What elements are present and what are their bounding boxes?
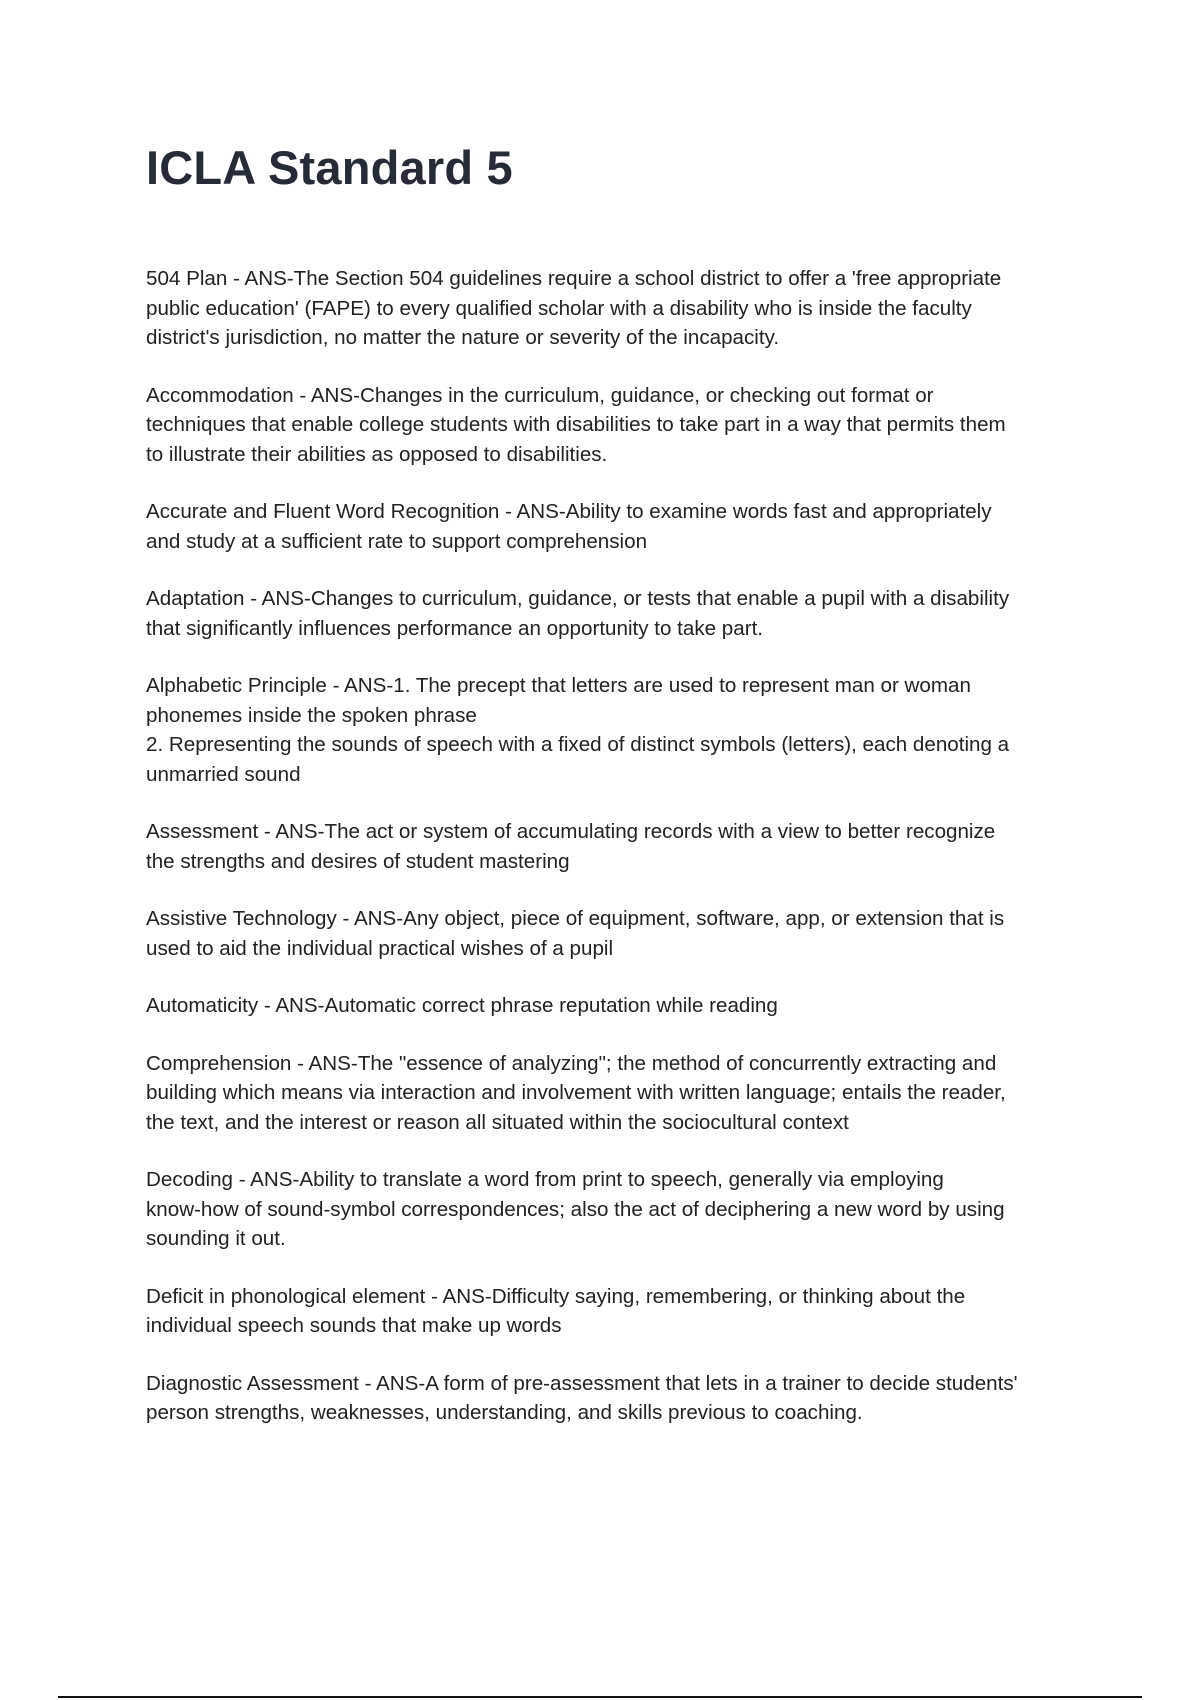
entry-line: Accommodation - ANS-Changes in the curriculum, guidance, or checking out format or [146, 383, 934, 407]
glossary-entry-accommodation [146, 381, 1096, 470]
entry-line: Alphabetic Principle - ANS-1. The precept that letters are used to represent man or woman [146, 674, 971, 697]
entry-line: public education' (FAPE) to every qualified scholar with a disability who is inside the faculty [146, 296, 972, 320]
page-title: ICLA Standard 5 [146, 141, 513, 194]
entry-line: Adaptation - ANS-Changes to curriculum, guidance, or tests that enable a pupil with a disability [146, 587, 1010, 610]
entry-line: district's jurisdiction, no matter the nature or severity of the incapacity. [146, 326, 780, 349]
glossary-entry-assistive-technology [146, 904, 1096, 963]
entry-line: know-how of sound-symbol correspondences; also the act of deciphering a new word by using [146, 1197, 1005, 1221]
entry-line: sounding it out. [146, 1227, 286, 1250]
entry-line: Comprehension - ANS-The "essence of analyzing"; the method of concurrently extracting and [146, 1051, 997, 1075]
entry-line: Assessment - ANS-The act or system of accumulating records with a view to better recognize [146, 820, 996, 843]
document-page [146, 140, 1096, 1456]
entry-line: Deficit in phonological element - ANS-Difficulty saying, remembering, or thinking about the [146, 1284, 966, 1308]
entry-line: and study at a sufficient rate to support comprehension [146, 529, 648, 553]
entry-line: phonemes inside the spoken phrase [146, 703, 477, 727]
entry-line: Accurate and Fluent Word Recognition - ANS-Ability to examine words fast and appropriately [146, 500, 992, 523]
glossary-entry-diagnostic-assessment [146, 1369, 1096, 1428]
entry-line: to illustrate their abilities as opposed to disabilities. [146, 442, 608, 466]
entry-line: the strengths and desires of student mastering [146, 849, 570, 873]
glossary-entry-phonological-deficit [146, 1282, 1096, 1341]
glossary-entry-alphabetic-principle [146, 671, 1096, 789]
entry-line: person strengths, weaknesses, understanding, and skills previous to coaching. [146, 1401, 863, 1424]
glossary-entry-adaptation [146, 584, 1096, 643]
entry-line: that significantly influences performance an opportunity to take part. [146, 616, 764, 640]
glossary-entry-automaticity [146, 991, 1096, 1021]
footer-divider [58, 1696, 1142, 1698]
entry-line: unmarried sound [146, 762, 301, 786]
entry-line: building which means via interaction and involvement with written language; entails the reader, [146, 1081, 1006, 1104]
entry-list [146, 264, 1096, 1428]
entry-line: techniques that enable college students with disabilities to take part in a way that permits them [146, 413, 1006, 436]
glossary-entry-assessment [146, 817, 1096, 876]
entry-line: 2. Representing the sounds of speech with a fixed of distinct symbols (letters), each denoting a [146, 733, 1010, 756]
entry-line: 504 Plan - ANS-The Section 504 guidelines require a school district to offer a 'free appropriate [146, 267, 1002, 290]
glossary-entry-comprehension [146, 1049, 1096, 1138]
entry-line: individual speech sounds that make up words [146, 1314, 562, 1337]
glossary-entry-504-plan [146, 264, 1096, 353]
entry-line: Assistive Technology - ANS-Any object, piece of equipment, software, app, or extension that is [146, 907, 1005, 930]
glossary-entry-word-recognition [146, 497, 1096, 556]
entry-line: used to aid the individual practical wishes of a pupil [146, 936, 614, 960]
entry-line: the text, and the interest or reason all situated within the sociocultural context [146, 1110, 849, 1134]
entry-line: Automaticity - ANS-Automatic correct phrase reputation while reading [146, 994, 778, 1017]
entry-line: Decoding - ANS-Ability to translate a word from print to speech, generally via employing [146, 1168, 944, 1191]
entry-line: Diagnostic Assessment - ANS-A form of pre-assessment that lets in a trainer to decide students' [146, 1371, 1018, 1395]
glossary-entry-decoding [146, 1165, 1096, 1254]
